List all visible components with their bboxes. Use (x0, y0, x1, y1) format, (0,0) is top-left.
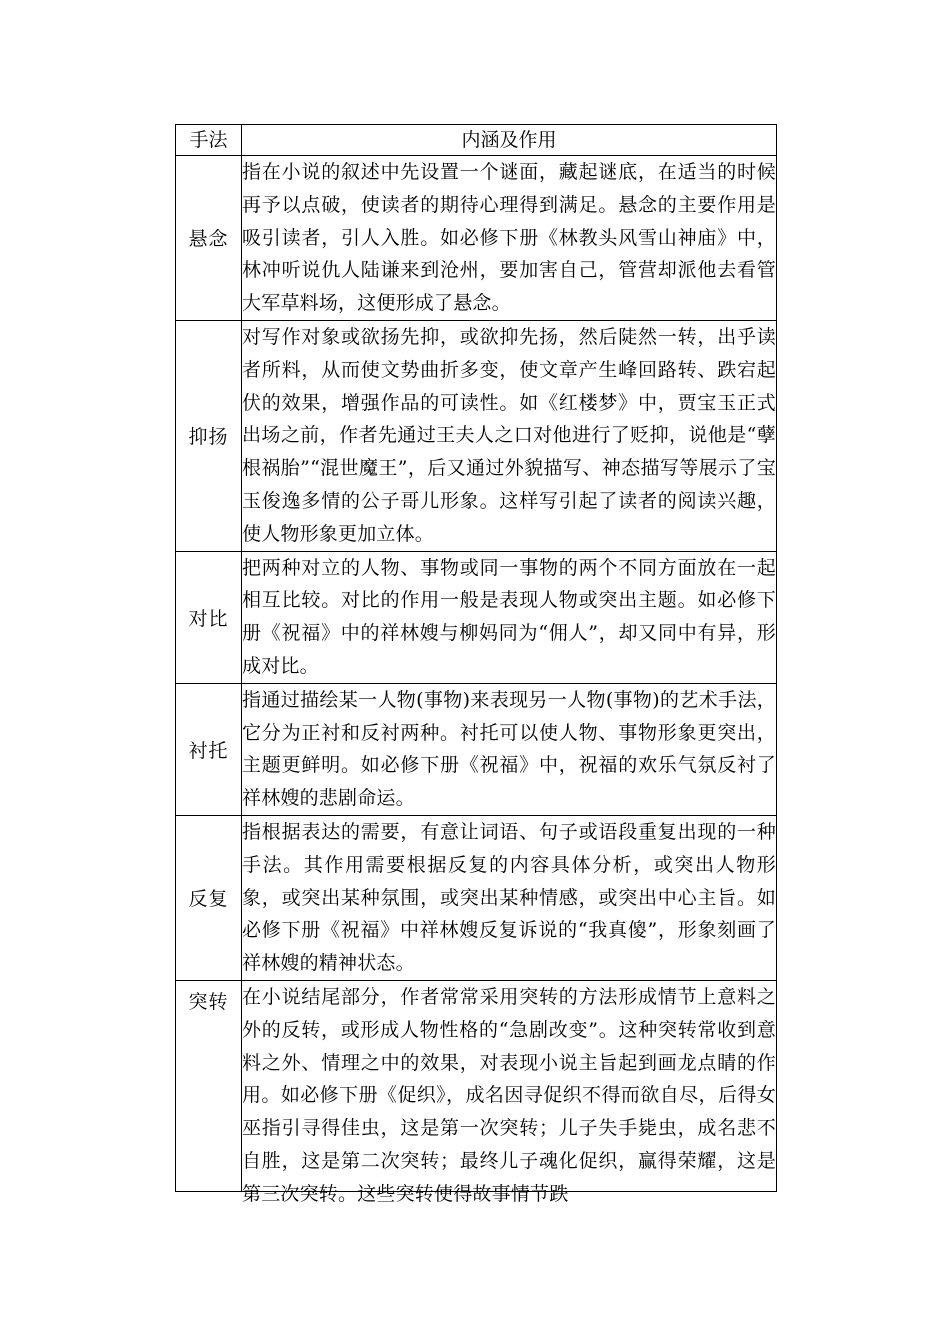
method-description: 指在小说的叙述中先设置一个谜面，藏起谜底，在适当的时候再予以点破，使读者的期待心理得到满足。悬念的主要作用是吸引读者，引人入胜。如必修下册《林教头风雪山神庙》中，林冲听说仇人陆谦来到沧州，要加害自己，管营却派他去看管大军草料场，这便形成了悬念。 (242, 156, 777, 321)
methods-table (175, 124, 777, 1205)
header-meaning: 内涵及作用 (242, 125, 777, 156)
table-row (176, 320, 777, 551)
table-header-row (176, 125, 777, 156)
method-name: 抑扬 (176, 320, 242, 551)
table-row (176, 683, 777, 815)
method-description: 指通过描绘某一人物(事物)来表现另一人物(事物)的艺术手法，它分为正衬和反衬两种。衬托可以使人物、事物形象更突出，主题更鲜明。如必修下册《祝福》中，祝福的欢乐气氛反衬了祥林嫂的悲剧命运。 (242, 683, 777, 815)
method-description: 在小说结尾部分，作者常常采用突转的方法形成情节上意料之外的反转，或形成人物性格的“急剧改变”。这种突转常收到意料之外、情理之中的效果，对表现小说主旨起到画龙点睛的作用。如必修下册《促织》，成名因寻促织不得而欲自尽，后得女巫指引寻得佳虫，这是第一次突转；儿子失手毙虫，成名悲不自胜，这是第二次突转；最终儿子魂化促织，赢得荣耀，这是第三次突转。这些突转使得故事情节跌 (242, 985, 776, 1205)
method-name: 衬托 (176, 683, 242, 815)
header-method: 手法 (176, 125, 242, 156)
table-row (176, 551, 777, 683)
method-name: 反复 (176, 815, 242, 980)
method-description-cell (242, 980, 777, 1205)
method-name: 对比 (176, 551, 242, 683)
method-description: 把两种对立的人物、事物或同一事物的两个不同方面放在一起相互比较。对比的作用一般是表现人物或突出主题。如必修下册《祝福》中的祥林嫂与柳妈同为“佣人”，却又同中有异，形成对比。 (242, 551, 777, 683)
method-description: 指根据表达的需要，有意让词语、句子或语段重复出现的一种手法。其作用需要根据反复的内容具体分析，或突出人物形象，或突出某种氛围，或突出某种情感，或突出中心主旨。如必修下册《祝福》中祥林嫂反复诉说的“我真傻”，形象刻画了祥林嫂的精神状态。 (242, 815, 777, 980)
table-row (176, 156, 777, 321)
method-description: 对写作对象或欲扬先抑，或欲抑先扬，然后陡然一转，出乎读者所料，从而使文势曲折多变，使文章产生峰回路转、跌宕起伏的效果，增强作品的可读性。如《红楼梦》中，贾宝玉正式出场之前，作者先通过王夫人之口对他进行了贬抑，说他是“孽根祸胎”“混世魔王”，后又通过外貌描写、神态描写等展示了宝玉俊逸多情的公子哥儿形象。这样写引起了读者的阅读兴趣，使人物形象更加立体。 (242, 320, 777, 551)
method-name: 悬念 (176, 156, 242, 321)
method-name: 突转 (176, 980, 242, 1191)
table-row (176, 980, 777, 1191)
table-row (176, 815, 777, 980)
